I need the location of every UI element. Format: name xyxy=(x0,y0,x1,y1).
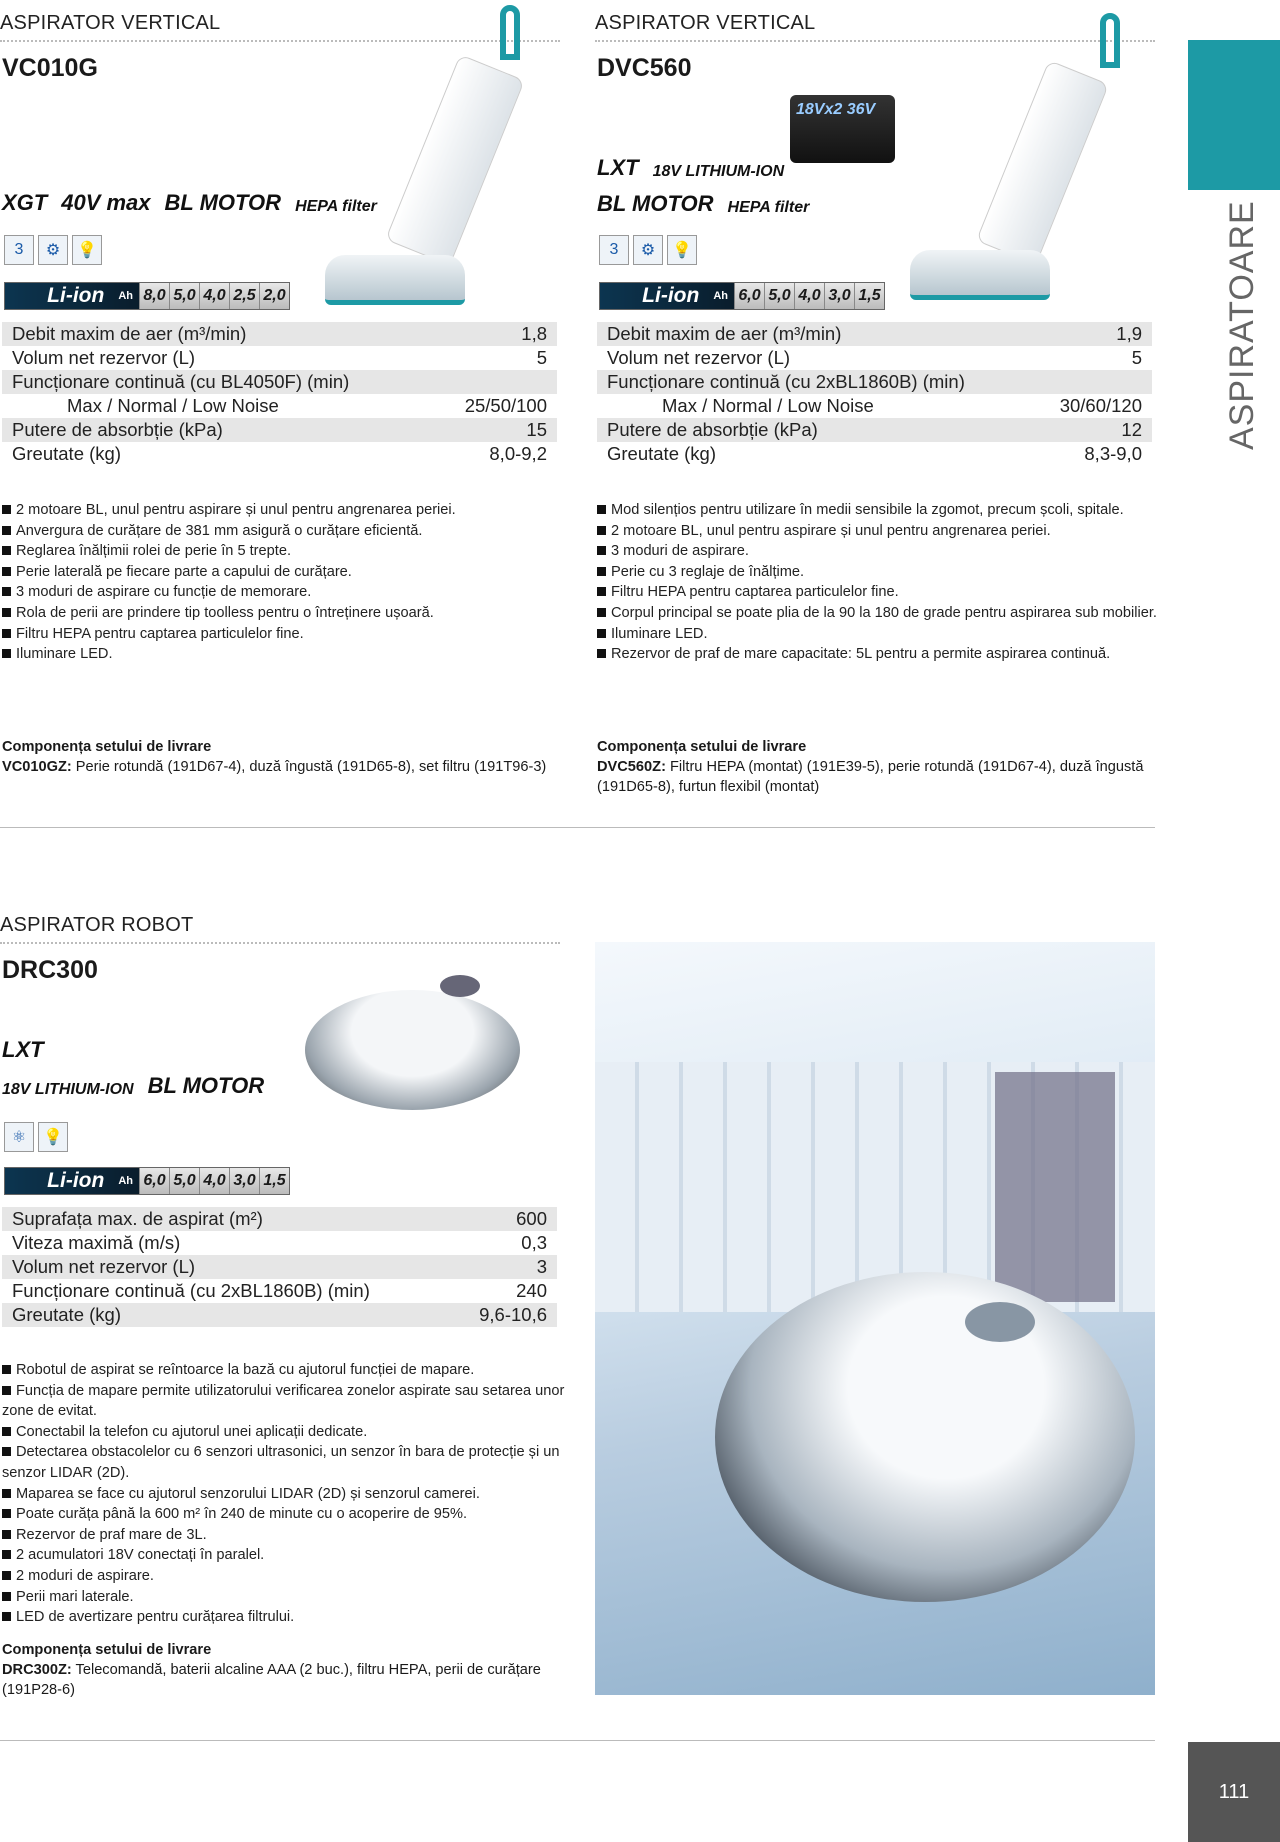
category-label: ASPIRATOARE xyxy=(1223,200,1261,450)
feature-item: Poate curăța până la 600 m² în 240 de minute cu o acoperire de 95%. xyxy=(2,1504,567,1525)
feature-item: LED de avertizare pentru curățarea filtrului. xyxy=(2,1607,567,1628)
battery-capacity: 8,0 xyxy=(139,283,169,309)
page-number: 111 xyxy=(1188,1742,1280,1842)
battery-capacity: 3,0 xyxy=(824,283,854,309)
feature-list xyxy=(597,500,1172,665)
logo-40v-max: 40V max xyxy=(61,190,151,215)
feature-item: Perie cu 3 reglaje de înălțime. xyxy=(597,562,1172,583)
feature-item: Maparea se face cu ajutorul senzorului LIDAR (2D) și senzorul camerei. xyxy=(2,1484,567,1505)
spec-row: Funcționare continuă (cu 2xBL1860B) (min) 240 xyxy=(12,1280,547,1301)
battery-capacity: 5,0 xyxy=(169,1168,199,1194)
spec-row: Putere de absorbție (kPa) 15 xyxy=(2,418,557,442)
battery-capacity: 6,0 xyxy=(734,283,764,309)
section-title: ASPIRATOR VERTICAL xyxy=(0,12,221,34)
battery-capacity: 2,5 xyxy=(229,283,259,309)
spec-row: Volum net rezervor (L) 3 xyxy=(2,1255,557,1279)
feature-item: 2 acumulatori 18V conectați în paralel. xyxy=(2,1545,567,1566)
spec-row: Putere de absorbție (kPa) 12 xyxy=(597,418,1152,442)
feature-item: 2 motoare BL, unul pentru aspirare și unul pentru angrenarea periei. xyxy=(2,500,577,521)
three-speed-icon: 3 xyxy=(599,235,629,265)
model-name: DVC560 xyxy=(597,54,692,82)
battery-capacity: 5,0 xyxy=(764,283,794,309)
spec-row: Max / Normal / Low Noise 30/60/120 xyxy=(662,395,1142,416)
led-light-icon: 💡 xyxy=(38,1122,68,1152)
robot-photo xyxy=(595,942,1155,1695)
spec-row: Greutate (kg) 8,3-9,0 xyxy=(607,443,1142,464)
spec-row: Funcționare continuă (cu 2xBL1860B) (min) xyxy=(597,370,1152,394)
battery-compatibility-bar: Li-ion Ah 6,0 5,0 4,0 3,0 1,5 xyxy=(599,282,885,310)
battery-capacity: 6,0 xyxy=(139,1168,169,1194)
feature-item: Filtru HEPA pentru captarea particulelor fine. xyxy=(597,582,1172,603)
feature-item: Corpul principal se poate plia de la 90 la 180 de grade pentru aspirarea sub mobilier. xyxy=(597,603,1172,624)
logo-bl-motor: BL MOTOR xyxy=(147,1073,265,1098)
feature-item: 3 moduri de aspirare. xyxy=(597,541,1172,562)
spec-table xyxy=(2,322,557,466)
feature-item: Iluminare LED. xyxy=(2,644,577,665)
feature-item: 3 moduri de aspirare cu funcție de memorare. xyxy=(2,582,577,603)
vacuum-image-dvc560 xyxy=(900,5,1130,315)
spec-row: Max / Normal / Low Noise 25/50/100 xyxy=(67,395,547,416)
spec-table xyxy=(2,1207,557,1327)
spec-row: Debit maxim de aer (m³/min) 1,8 xyxy=(2,322,557,346)
feature-item: Anvergura de curățare de 381 mm asigură o curățare eficientă. xyxy=(2,521,577,542)
feature-item: Rezervor de praf mare de 3L. xyxy=(2,1525,567,1546)
battery-capacity: 4,0 xyxy=(199,1168,229,1194)
section-title: ASPIRATOR ROBOT xyxy=(0,914,194,936)
battery-compatibility-bar: Li-ion Ah 8,0 5,0 4,0 2,5 2,0 xyxy=(4,282,290,310)
feature-item: Iluminare LED. xyxy=(597,624,1172,645)
spec-row: Funcționare continuă (cu BL4050F) (min) xyxy=(2,370,557,394)
battery-capacity: 4,0 xyxy=(199,283,229,309)
delivery-contents: Componența setului de livrare VC010GZ: Perie rotundă (191D67-4), duză îngustă (191D65-8), set filtru (191T96-3) xyxy=(2,739,547,775)
feature-list xyxy=(2,1360,567,1628)
battery-capacity: 3,0 xyxy=(229,1168,259,1194)
spec-row: Volum net rezervor (L) 5 xyxy=(12,347,547,368)
feature-list xyxy=(2,500,577,665)
spec-row: Greutate (kg) 9,6-10,6 xyxy=(2,1303,557,1327)
feature-item: Conectabil la telefon cu ajutorul unei aplicații dedicate. xyxy=(2,1422,567,1443)
feature-item: Filtru HEPA pentru captarea particulelor fine. xyxy=(2,624,577,645)
battery-pack-image: 18Vx2 36V xyxy=(790,95,895,163)
model-name: VC010G xyxy=(2,54,98,82)
divider xyxy=(0,827,1155,828)
feature-item: Reglarea înălțimii rolei de perie în 5 trepte. xyxy=(2,541,577,562)
robot-image-small xyxy=(300,975,525,1125)
delivery-contents: Componența setului de livrare DVC560Z: Filtru HEPA (montat) (191E39-5), perie rotundă (191D67-4), duză îngustă (191D65-8), furtun flexibil (montat) xyxy=(597,739,1144,795)
brush-height-icon: ⚙ xyxy=(38,235,68,265)
feature-item: Perie laterală pe fiecare parte a capului de curățare. xyxy=(2,562,577,583)
battery-capacity: 1,5 xyxy=(259,1168,289,1194)
logo-18v-lithium-ion: 18V LITHIUM-ION xyxy=(2,1081,134,1098)
spec-row: Volum net rezervor (L) 5 xyxy=(607,347,1142,368)
dotted-divider xyxy=(0,942,560,944)
vacuum-image-vc010g xyxy=(320,0,550,320)
logo-xgt: XGT xyxy=(2,190,48,215)
feature-item: 2 motoare BL, unul pentru aspirare și unul pentru angrenarea periei. xyxy=(597,521,1172,542)
three-speed-icon: 3 xyxy=(4,235,34,265)
delivery-contents: Componența setului de livrare DRC300Z: Telecomandă, baterii alcaline AAA (2 buc.), filtru HEPA, perii de curățare (191P28-6) xyxy=(2,1642,541,1698)
logo-bl-motor: BL MOTOR xyxy=(597,191,714,216)
feature-item: Rezervor de praf de mare capacitate: 5L pentru a permite aspirarea continuă. xyxy=(597,644,1172,665)
logo-lxt: LXT xyxy=(597,155,639,180)
logo-18v-lithium-ion: 18V LITHIUM-ION xyxy=(652,163,785,180)
feature-item: 2 moduri de aspirare. xyxy=(2,1566,567,1587)
logo-lxt: LXT xyxy=(2,1037,44,1062)
logo-hepa-filter: HEPA filter xyxy=(727,199,810,216)
spec-table xyxy=(597,322,1152,466)
battery-capacity: 1,5 xyxy=(854,283,884,309)
led-light-icon: 💡 xyxy=(667,235,697,265)
logo-hepa-filter: HEPA filter xyxy=(295,198,377,215)
model-name: DRC300 xyxy=(2,956,98,984)
feature-item: Funcția de mapare permite utilizatorului verificarea zonelor aspirate sau setarea unor zone de evitat. xyxy=(2,1381,567,1422)
feature-item: Mod silențios pentru utilizare în medii sensibile la zgomot, precum școli, spitale. xyxy=(597,500,1172,521)
led-light-icon: 💡 xyxy=(72,235,102,265)
section-title: ASPIRATOR VERTICAL xyxy=(595,12,816,34)
battery-compatibility-bar: Li-ion Ah 6,0 5,0 4,0 3,0 1,5 xyxy=(4,1167,290,1195)
logo-bl-motor: BL MOTOR xyxy=(164,190,282,215)
category-tab xyxy=(1188,40,1280,190)
atom-icon: ⚛ xyxy=(4,1122,34,1152)
spec-row: Suprafața max. de aspirat (m²) 600 xyxy=(2,1207,557,1231)
brush-height-icon: ⚙ xyxy=(633,235,663,265)
spec-row: Viteza maximă (m/s) 0,3 xyxy=(12,1232,547,1253)
feature-item: Robotul de aspirat se reîntoarce la bază cu ajutorul funcției de mapare. xyxy=(2,1360,567,1381)
feature-item: Rola de perii are prindere tip toolless pentru o întreținere ușoară. xyxy=(2,603,577,624)
divider xyxy=(0,1740,1155,1741)
battery-capacity: 2,0 xyxy=(259,283,289,309)
battery-capacity: 5,0 xyxy=(169,283,199,309)
feature-item: Detectarea obstacolelor cu 6 senzori ultrasonici, un senzor în bara de protecție și un senzor LIDAR (2D). xyxy=(2,1442,567,1483)
spec-row: Greutate (kg) 8,0-9,2 xyxy=(12,443,547,464)
spec-row: Debit maxim de aer (m³/min) 1,9 xyxy=(597,322,1152,346)
feature-item: Perii mari laterale. xyxy=(2,1587,567,1608)
battery-capacity: 4,0 xyxy=(794,283,824,309)
